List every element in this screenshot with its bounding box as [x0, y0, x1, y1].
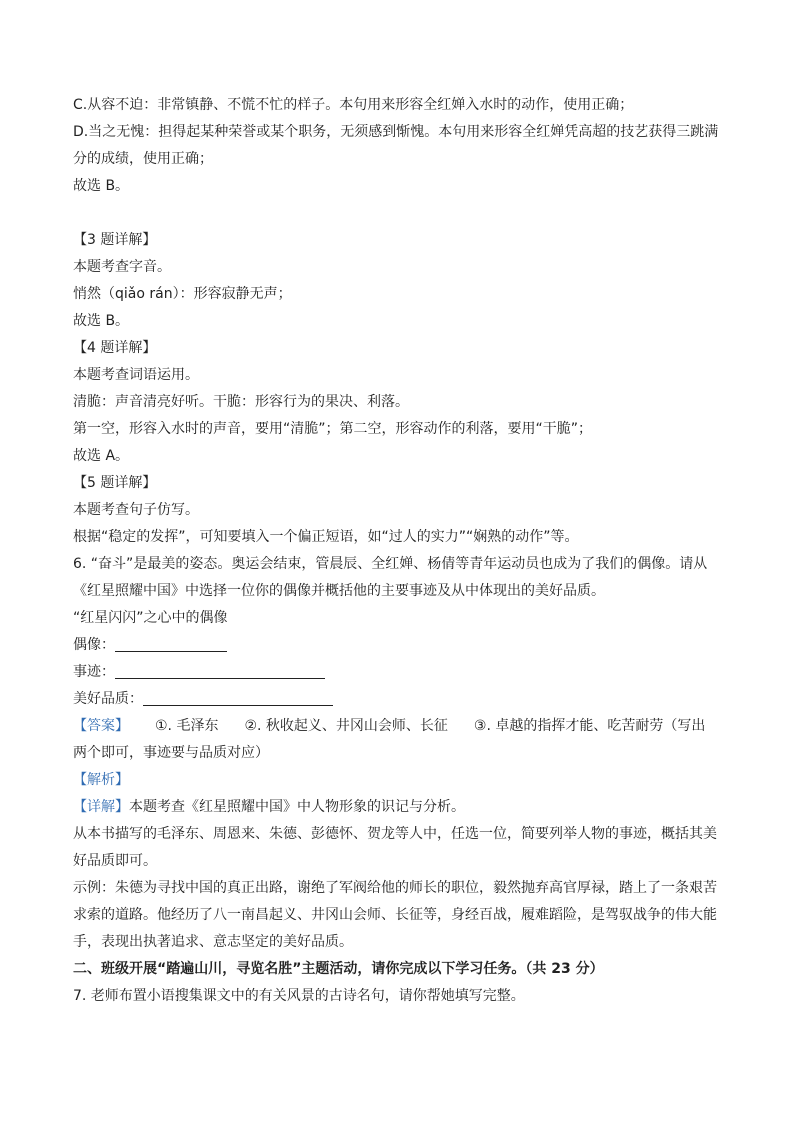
text-line: 本题考查字音。 — [73, 259, 171, 275]
question-7: 7. 老师布置小语搜集课文中的有关风景的古诗名句，请你帮她填写完整。 — [73, 988, 525, 1004]
detail-tag: 【详解】 — [73, 799, 129, 815]
text-line: “红星闪闪”之心中的偶像 — [73, 610, 228, 626]
idol-label: 偶像： — [73, 637, 115, 653]
text-line: 从本书描写的毛泽东、周恩来、朱德、彭德怀、贺龙等人中，任选一位，简要列举人物的事迹，概括其美 — [73, 826, 717, 842]
document-page — [73, 92, 723, 1010]
section-heading: 【4 题详解】 — [73, 340, 157, 356]
text-line: 本题考查词语运用。 — [73, 367, 199, 383]
answer-1: ①. 毛泽东 — [155, 718, 219, 734]
spacer — [73, 200, 723, 227]
question-6: 6. “奋斗”是最美的姿态。奥运会结束，管晨辰、全红婵、杨倩等青年运动员也成为了我们的偶像。请从 — [73, 556, 708, 572]
deeds-label: 事迹： — [73, 664, 115, 680]
answer-tag: 【答案】 — [73, 718, 129, 734]
quality-label: 美好品质： — [73, 691, 143, 707]
deeds-blank[interactable] — [115, 662, 325, 679]
deeds-field — [73, 659, 723, 686]
text-line: 故选 B。 — [73, 178, 130, 194]
idol-blank[interactable] — [115, 635, 227, 652]
text-line: 手，表现出执著追求、意志坚定的美好品质。 — [73, 934, 353, 950]
text-line: 故选 B。 — [73, 313, 130, 329]
text-line: D.当之无愧：担得起某种荣誉或某个职务，无须感到惭愧。本句用来形容全红婵凭高超的技艺获得三跳满 — [73, 124, 719, 140]
text-line: C.从容不迫：非常镇静、不慌不忙的样子。本句用来形容全红婵入水时的动作，使用正确； — [73, 97, 634, 113]
text-line: 根据“稳定的发挥”，可知要填入一个偏正短语，如“过人的实力”“娴熟的动作”等。 — [73, 529, 579, 545]
quality-field — [73, 686, 723, 713]
text-line: 求索的道路。他经历了八一南昌起义、井冈山会师、长征等，身经百战，履难蹈险，是驾驭战争的伟大能 — [73, 907, 717, 923]
text-line: 故选 A。 — [73, 448, 130, 464]
text-line: 悄然（qiǎo rán）：形容寂静无声； — [73, 286, 292, 302]
analysis-tag: 【解析】 — [73, 772, 129, 788]
detail-line — [73, 794, 723, 821]
text-line: 第一空，形容入水时的声音，要用“清脆”；第二空，形容动作的利落，要用“干脆”； — [73, 421, 593, 437]
answer-3: ③. 卓越的指挥才能、吃苦耐劳（写出 — [473, 718, 706, 734]
quality-blank[interactable] — [143, 689, 333, 706]
answer-continuation: 两个即可，事迹要与品质对应） — [73, 745, 269, 761]
answer-line — [73, 713, 723, 740]
idol-field — [73, 632, 723, 659]
detail-text: 本题考查《红星照耀中国》中人物形象的识记与分析。 — [129, 799, 465, 815]
text-line: 本题考查句子仿写。 — [73, 502, 199, 518]
section-heading: 【3 题详解】 — [73, 232, 157, 248]
text-line: 好品质即可。 — [73, 853, 157, 869]
text-line: 清脆：声音清亮好听。干脆：形容行为的果决、利落。 — [73, 394, 409, 410]
answer-2: ②. 秋收起义、井冈山会师、长征 — [244, 718, 448, 734]
text-line: 分的成绩，使用正确； — [73, 151, 213, 167]
text-line: 《红星照耀中国》中选择一位你的偶像并概括他的主要事迹及从中体现出的美好品质。 — [73, 583, 605, 599]
text-line: 示例：朱德为寻找中国的真正出路，谢绝了军阀给他的师长的职位，毅然抛弃高官厚禄，踏上了一条艰苦 — [73, 880, 717, 896]
section-2-heading: 二、班级开展“踏遍山川，寻览名胜”主题活动，请你完成以下学习任务。（共 23 分） — [73, 961, 604, 977]
section-heading: 【5 题详解】 — [73, 475, 157, 491]
